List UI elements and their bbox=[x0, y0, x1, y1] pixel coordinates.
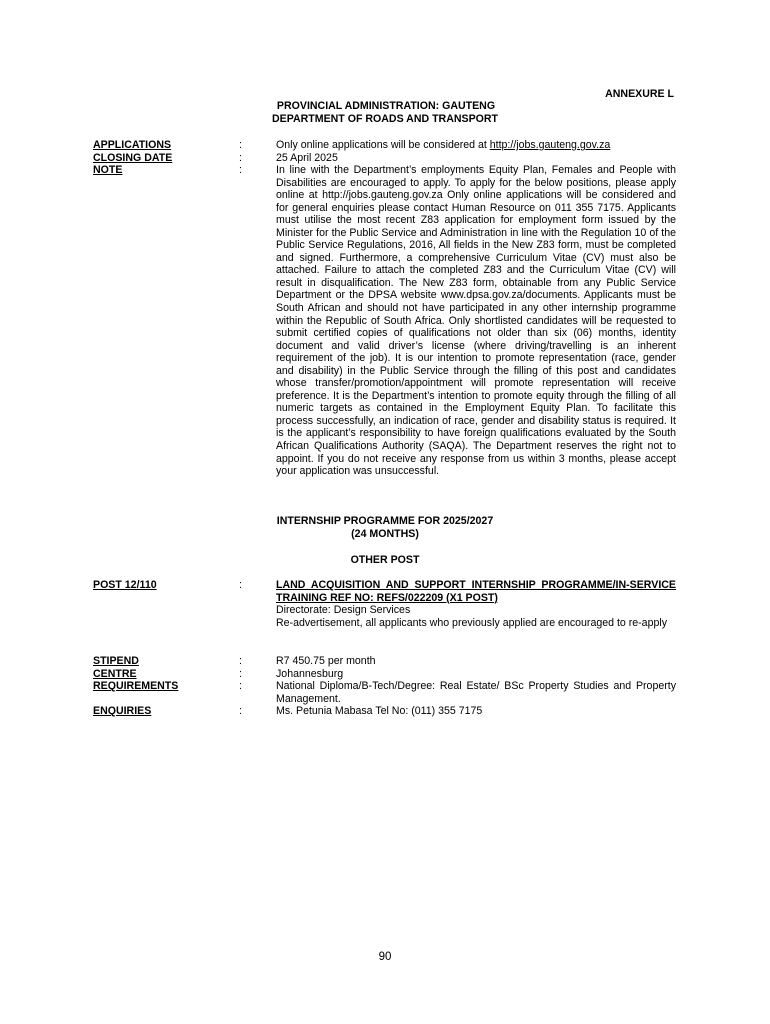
closing-date-value: 25 April 2025 bbox=[276, 151, 338, 164]
colon: : bbox=[239, 164, 242, 176]
heading-province: PROVINCIAL ADMINISTRATION: GAUTENG bbox=[276, 100, 496, 112]
colon: : bbox=[239, 655, 242, 667]
colon: : bbox=[239, 680, 242, 692]
colon: : bbox=[239, 139, 242, 151]
applications-text: Only online applications will be considered at bbox=[276, 139, 490, 151]
closing-date-label: CLOSING DATE bbox=[93, 151, 173, 164]
centre-value: Johannesburg bbox=[276, 667, 344, 680]
other-post-heading: OTHER POST bbox=[350, 554, 420, 566]
requirements-value: National Diploma/B-Tech/Degree: Real Estate/ BSc Property Studies and Property Management. bbox=[276, 680, 676, 705]
requirements-label: REQUIREMENTS bbox=[93, 680, 179, 692]
stipend-value: R7 450.75 per month bbox=[276, 655, 376, 667]
page-number: 90 bbox=[378, 951, 392, 963]
post-label: POST 12/110 bbox=[93, 579, 157, 591]
stipend-label: STIPEND bbox=[93, 655, 139, 667]
post-title: LAND ACQUISITION AND SUPPORT INTERNSHIP PROGRAMME/IN-SERVICE TRAINING REF NO: REFS/022209 (X1 POST) bbox=[276, 579, 676, 604]
programme-title: INTERNSHIP PROGRAMME FOR 2025/2027 bbox=[276, 515, 494, 527]
colon: : bbox=[239, 151, 242, 164]
heading-department: DEPARTMENT OF ROADS AND TRANSPORT bbox=[272, 112, 498, 125]
applications-value bbox=[276, 139, 676, 152]
note-label: NOTE bbox=[93, 164, 123, 176]
enquiries-value: Ms. Petunia Mabasa Tel No: (011) 355 7175 bbox=[276, 705, 483, 717]
post-details bbox=[276, 579, 676, 629]
directorate: Directorate: Design Services bbox=[276, 604, 411, 617]
colon: : bbox=[239, 579, 242, 591]
programme-duration: (24 MONTHS) bbox=[351, 527, 419, 540]
enquiries-label: ENQUIRIES bbox=[93, 705, 152, 717]
applications-link[interactable]: http://jobs.gauteng.gov.za bbox=[489, 139, 611, 151]
centre-label: CENTRE bbox=[93, 667, 137, 680]
programme-heading bbox=[0, 515, 770, 540]
applications-label: APPLICATIONS bbox=[93, 139, 172, 151]
readvertisement-note: Re-advertisement, all applicants who previously applied are encouraged to re-apply bbox=[276, 616, 668, 629]
colon: : bbox=[239, 705, 242, 717]
annexure-label: ANNEXURE L bbox=[605, 88, 674, 100]
department-heading bbox=[0, 100, 770, 125]
note-text: In line with the Department’s employments Equity Plan, Females and People with Disabilities are encouraged to apply. To apply for the below positions, please apply online at http://jobs.gauteng.gov.za Only online applications will be considered and for general enquiries please contact Human Resource on 011 355 7175. Applicants must utilise the most recent Z83 application for employment form issued by the Minister for the Public Service and Administration in line with the Regulation 10 of the Public Service Regulations, 2016, All fields in the New Z83 form, must be completed and signed. Furthermore, a comprehensive Curriculum Vitae (CV) must also be attached. Failure to attach the completed Z83 and the Curriculum Vitae (CV) will result in disqualification. The New Z83 form, obtainable from any Public Service Department or the DPSA website www.dpsa.gov.za/documents. Applicants must be South African and should not have participated in any other internship programme within the Republic of South Africa. Only shortlisted candidates will be requested to submit certified copies of qualifications not older than six (06) months, identity document and valid driver’s license (where driving/travelling is an inherent requirement of the job). It is our intention to promote representation (race, gender and disability) in the Public Service through the filling of this post and candidates whose transfer/promotion/appointment will promote representation will receive preference. It is the Department’s intention to promote equity through the filling of all numeric targets as contained in the Employment Equity Plan. To facilitate this process successfully, an indication of race, gender and disability status is required. It is the applicant’s responsibility to have foreign qualifications evaluated by the South African Qualifications Authority (SAQA). The Department reserves the right not to appoint. If you do not receive any response from us within 3 months, please accept your application was unsuccessful. bbox=[276, 164, 676, 478]
colon: : bbox=[239, 667, 242, 680]
